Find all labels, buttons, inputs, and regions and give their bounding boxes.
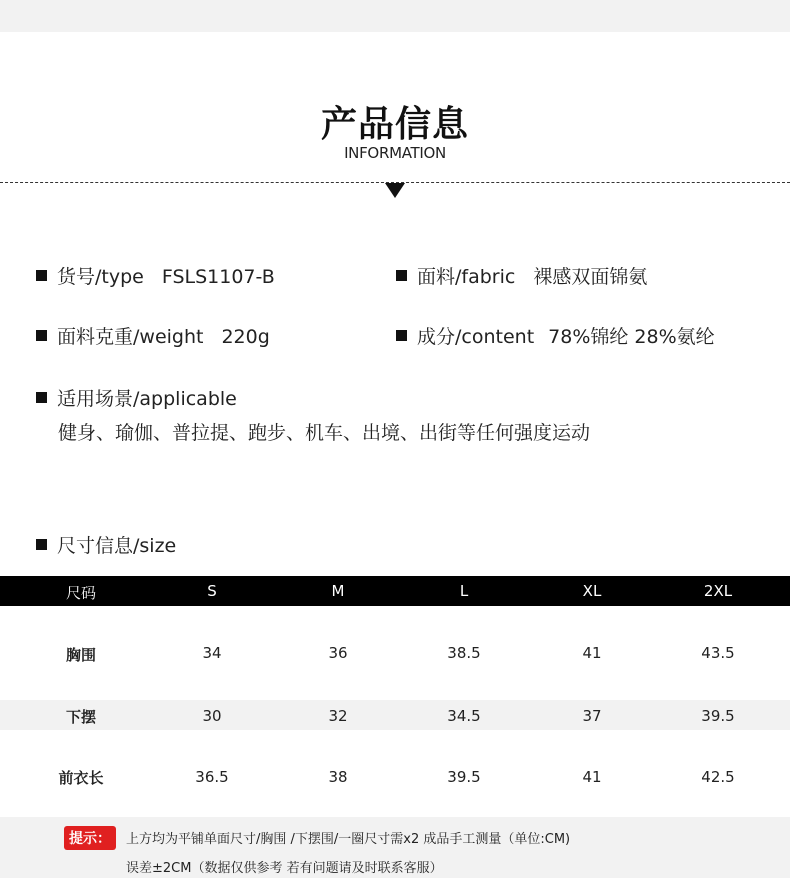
spec-fabric-value: 裸感双面锦氨	[533, 266, 648, 288]
spec-weight-label: 面料克重/weight	[57, 326, 204, 348]
note-panel	[0, 817, 790, 878]
spec-applicable-label: 适用场景/applicable	[57, 388, 237, 410]
header-cell: M	[331, 582, 345, 600]
row-label: 前衣长	[58, 769, 104, 787]
square-bullet-icon	[36, 330, 47, 341]
spec-applicable	[36, 384, 237, 411]
header-cell: 尺码	[65, 584, 96, 602]
table-row	[0, 606, 790, 700]
spec-size	[36, 531, 176, 558]
tip-badge: 提示：	[64, 826, 116, 850]
table-cell: 36.5	[195, 768, 229, 786]
page-title: 产品信息	[320, 104, 469, 145]
note-line-1: 上方均为平铺单面尺寸/胸围 /下摆围/一圈尺寸需x2 成品手工测量（单位:CM)	[126, 832, 571, 847]
table-cell: 38	[328, 768, 348, 786]
spec-applicable-value: 健身、瑜伽、普拉提、跑步、机车、出境、出街等任何强度运动	[58, 422, 591, 444]
spec-fabric	[396, 262, 647, 289]
table-cell: 39.5	[447, 768, 481, 786]
spec-weight-value: 220g	[221, 326, 270, 348]
table-cell: 38.5	[447, 644, 481, 662]
table-cell: 30	[202, 707, 222, 725]
table-cell: 34.5	[447, 707, 481, 725]
spec-type-label: 货号/type	[57, 266, 144, 288]
square-bullet-icon	[36, 270, 47, 281]
header-cell: L	[459, 582, 469, 600]
table-cell: 39.5	[701, 707, 735, 725]
spec-weight	[36, 322, 270, 349]
table-cell: 37	[582, 707, 602, 725]
header-cell: XL	[582, 582, 602, 600]
header-cell: S	[207, 582, 217, 600]
table-cell: 42.5	[701, 768, 735, 786]
spec-content-label: 成分/content	[417, 326, 535, 348]
spec-size-label: 尺寸信息/size	[57, 535, 177, 557]
square-bullet-icon	[36, 539, 47, 550]
header-cell: 2XL	[703, 582, 733, 600]
row-label: 下摆	[65, 708, 96, 726]
table-cell: 32	[328, 707, 348, 725]
triangle-down-icon	[385, 183, 405, 198]
spec-content-value: 78%锦纶 28%氨纶	[548, 326, 715, 348]
page-subtitle: INFORMATION	[344, 144, 446, 162]
table-cell: 41	[582, 768, 602, 786]
spec-content	[396, 322, 715, 349]
square-bullet-icon	[396, 330, 407, 341]
table-cell: 43.5	[701, 644, 735, 662]
table-row	[0, 700, 790, 730]
square-bullet-icon	[36, 392, 47, 403]
spec-fabric-label: 面料/fabric	[417, 266, 516, 288]
size-table-header	[0, 576, 790, 606]
note-line-2: 误差±2CM（数据仅供参考 若有问题请及时联系客服）	[126, 861, 443, 876]
square-bullet-icon	[396, 270, 407, 281]
table-cell: 34	[202, 644, 222, 662]
spec-type-value: FSLS1107-B	[161, 266, 275, 288]
spec-type	[36, 262, 275, 289]
table-cell: 41	[582, 644, 602, 662]
row-label: 胸围	[65, 646, 96, 664]
table-row	[0, 730, 790, 817]
top-band	[0, 0, 790, 32]
table-cell: 36	[328, 644, 348, 662]
